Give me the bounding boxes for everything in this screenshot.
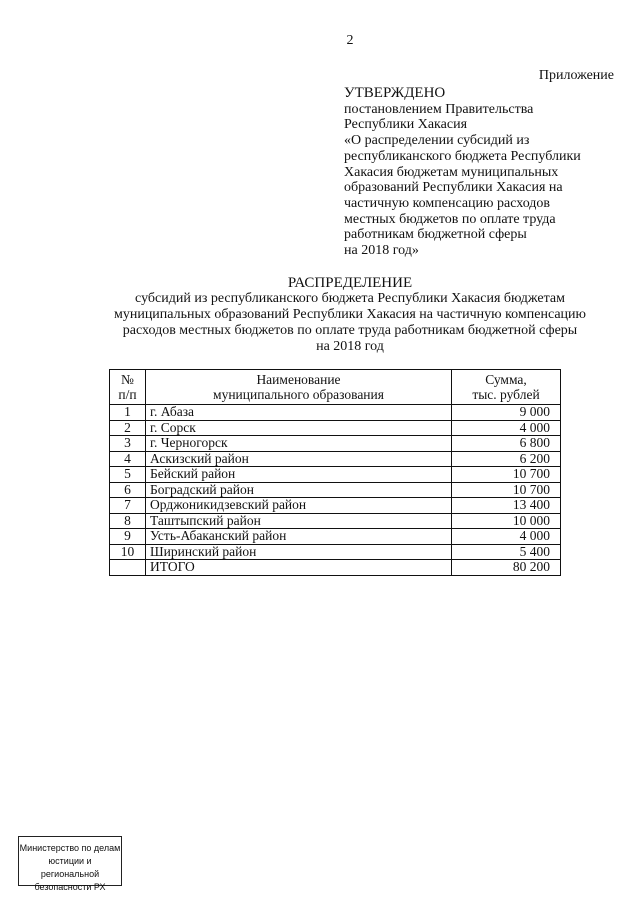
row-num: 10 [110, 544, 146, 560]
header-name-line1: Наименование [256, 372, 341, 387]
header-num-line2: п/п [118, 387, 137, 402]
table-row [110, 436, 561, 452]
table-row [110, 451, 561, 467]
approval-line: местных бюджетов по оплате труда [344, 211, 556, 227]
approval-line: на 2018 год» [344, 243, 419, 259]
row-sum: 10 000 [452, 513, 561, 529]
row-sum: 80 200 [452, 560, 561, 576]
row-sum: 9 000 [452, 405, 561, 421]
row-name: Бейский район [146, 467, 452, 483]
row-num: 5 [110, 467, 146, 483]
row-num: 8 [110, 513, 146, 529]
row-num: 7 [110, 498, 146, 514]
row-name: Усть-Абаканский район [146, 529, 452, 545]
table-row [110, 529, 561, 545]
row-name: г. Сорск [146, 420, 452, 436]
row-name: Боградский район [146, 482, 452, 498]
table-row [110, 420, 561, 436]
approval-line: образований Республики Хакасия на [344, 180, 563, 196]
table-row [110, 467, 561, 483]
row-name: г. Черногорск [146, 436, 452, 452]
approval-heading: УТВЕРЖДЕНО [344, 85, 446, 101]
row-sum: 5 400 [452, 544, 561, 560]
row-sum: 10 700 [452, 467, 561, 483]
row-num: 3 [110, 436, 146, 452]
row-sum: 10 700 [452, 482, 561, 498]
row-name: Аскизский район [146, 451, 452, 467]
distribution-title: РАСПРЕДЕЛЕНИЕ [287, 275, 413, 291]
table-row [110, 498, 561, 514]
row-sum: 4 000 [452, 529, 561, 545]
header-name [146, 370, 452, 405]
row-num: 2 [110, 420, 146, 436]
header-sum [452, 370, 561, 405]
distribution-subtitle-line: муниципальных образований Республики Хакасия на частичную компенсацию [113, 307, 587, 322]
approval-line: постановлением Правительства [344, 101, 534, 117]
stamp-line: юстиции и региональной [40, 856, 100, 879]
row-num: 4 [110, 451, 146, 467]
row-name: г. Абаза [146, 405, 452, 421]
distribution-heading [60, 275, 640, 355]
table-header-row [110, 370, 561, 405]
table-row [110, 544, 561, 560]
header-num [110, 370, 146, 405]
table-row [110, 513, 561, 529]
stamp-line: безопасности РХ [34, 882, 106, 892]
row-num [110, 560, 146, 576]
header-num-line1: № [121, 372, 134, 387]
appendix-label: Приложение [538, 68, 614, 83]
approval-line: республиканского бюджета Республики [344, 148, 581, 164]
approval-line: Республики Хакасия [344, 117, 468, 133]
row-sum: 4 000 [452, 420, 561, 436]
distribution-table [109, 369, 561, 576]
approval-line: «О распределении субсидий из [344, 133, 530, 149]
approval-line: Хакасия бюджетам муниципальных [344, 164, 559, 180]
row-num: 9 [110, 529, 146, 545]
header-name-line2: муниципального образования [213, 387, 384, 402]
header-sum-line1: Сумма, [485, 372, 527, 387]
row-sum: 6 200 [452, 451, 561, 467]
distribution-subtitle-line: расходов местных бюджетов по оплате труда работникам бюджетной сферы [122, 323, 578, 338]
row-name: Орджоникидзевский район [146, 498, 452, 514]
row-name: ИТОГО [146, 560, 452, 576]
row-num: 1 [110, 405, 146, 421]
row-name: Таштыпский район [146, 513, 452, 529]
table-total-row [110, 560, 561, 576]
row-sum: 6 800 [452, 436, 561, 452]
distribution-subtitle-line: субсидий из республиканского бюджета Республики Хакасия бюджетам [135, 291, 565, 306]
registration-stamp [18, 836, 122, 892]
row-num: 6 [110, 482, 146, 498]
header-sum-line2: тыс. рублей [472, 387, 540, 402]
page-number: 2 [346, 33, 354, 48]
table-row [110, 405, 561, 421]
row-sum: 13 400 [452, 498, 561, 514]
row-name: Ширинский район [146, 544, 452, 560]
table-row [110, 482, 561, 498]
approval-line: частичную компенсацию расходов [344, 195, 551, 211]
stamp-line: Министерство по делам [19, 843, 121, 853]
distribution-subtitle-line: на 2018 год [316, 339, 384, 354]
approval-line: работникам бюджетной сферы [344, 227, 527, 243]
approval-block [344, 86, 581, 259]
